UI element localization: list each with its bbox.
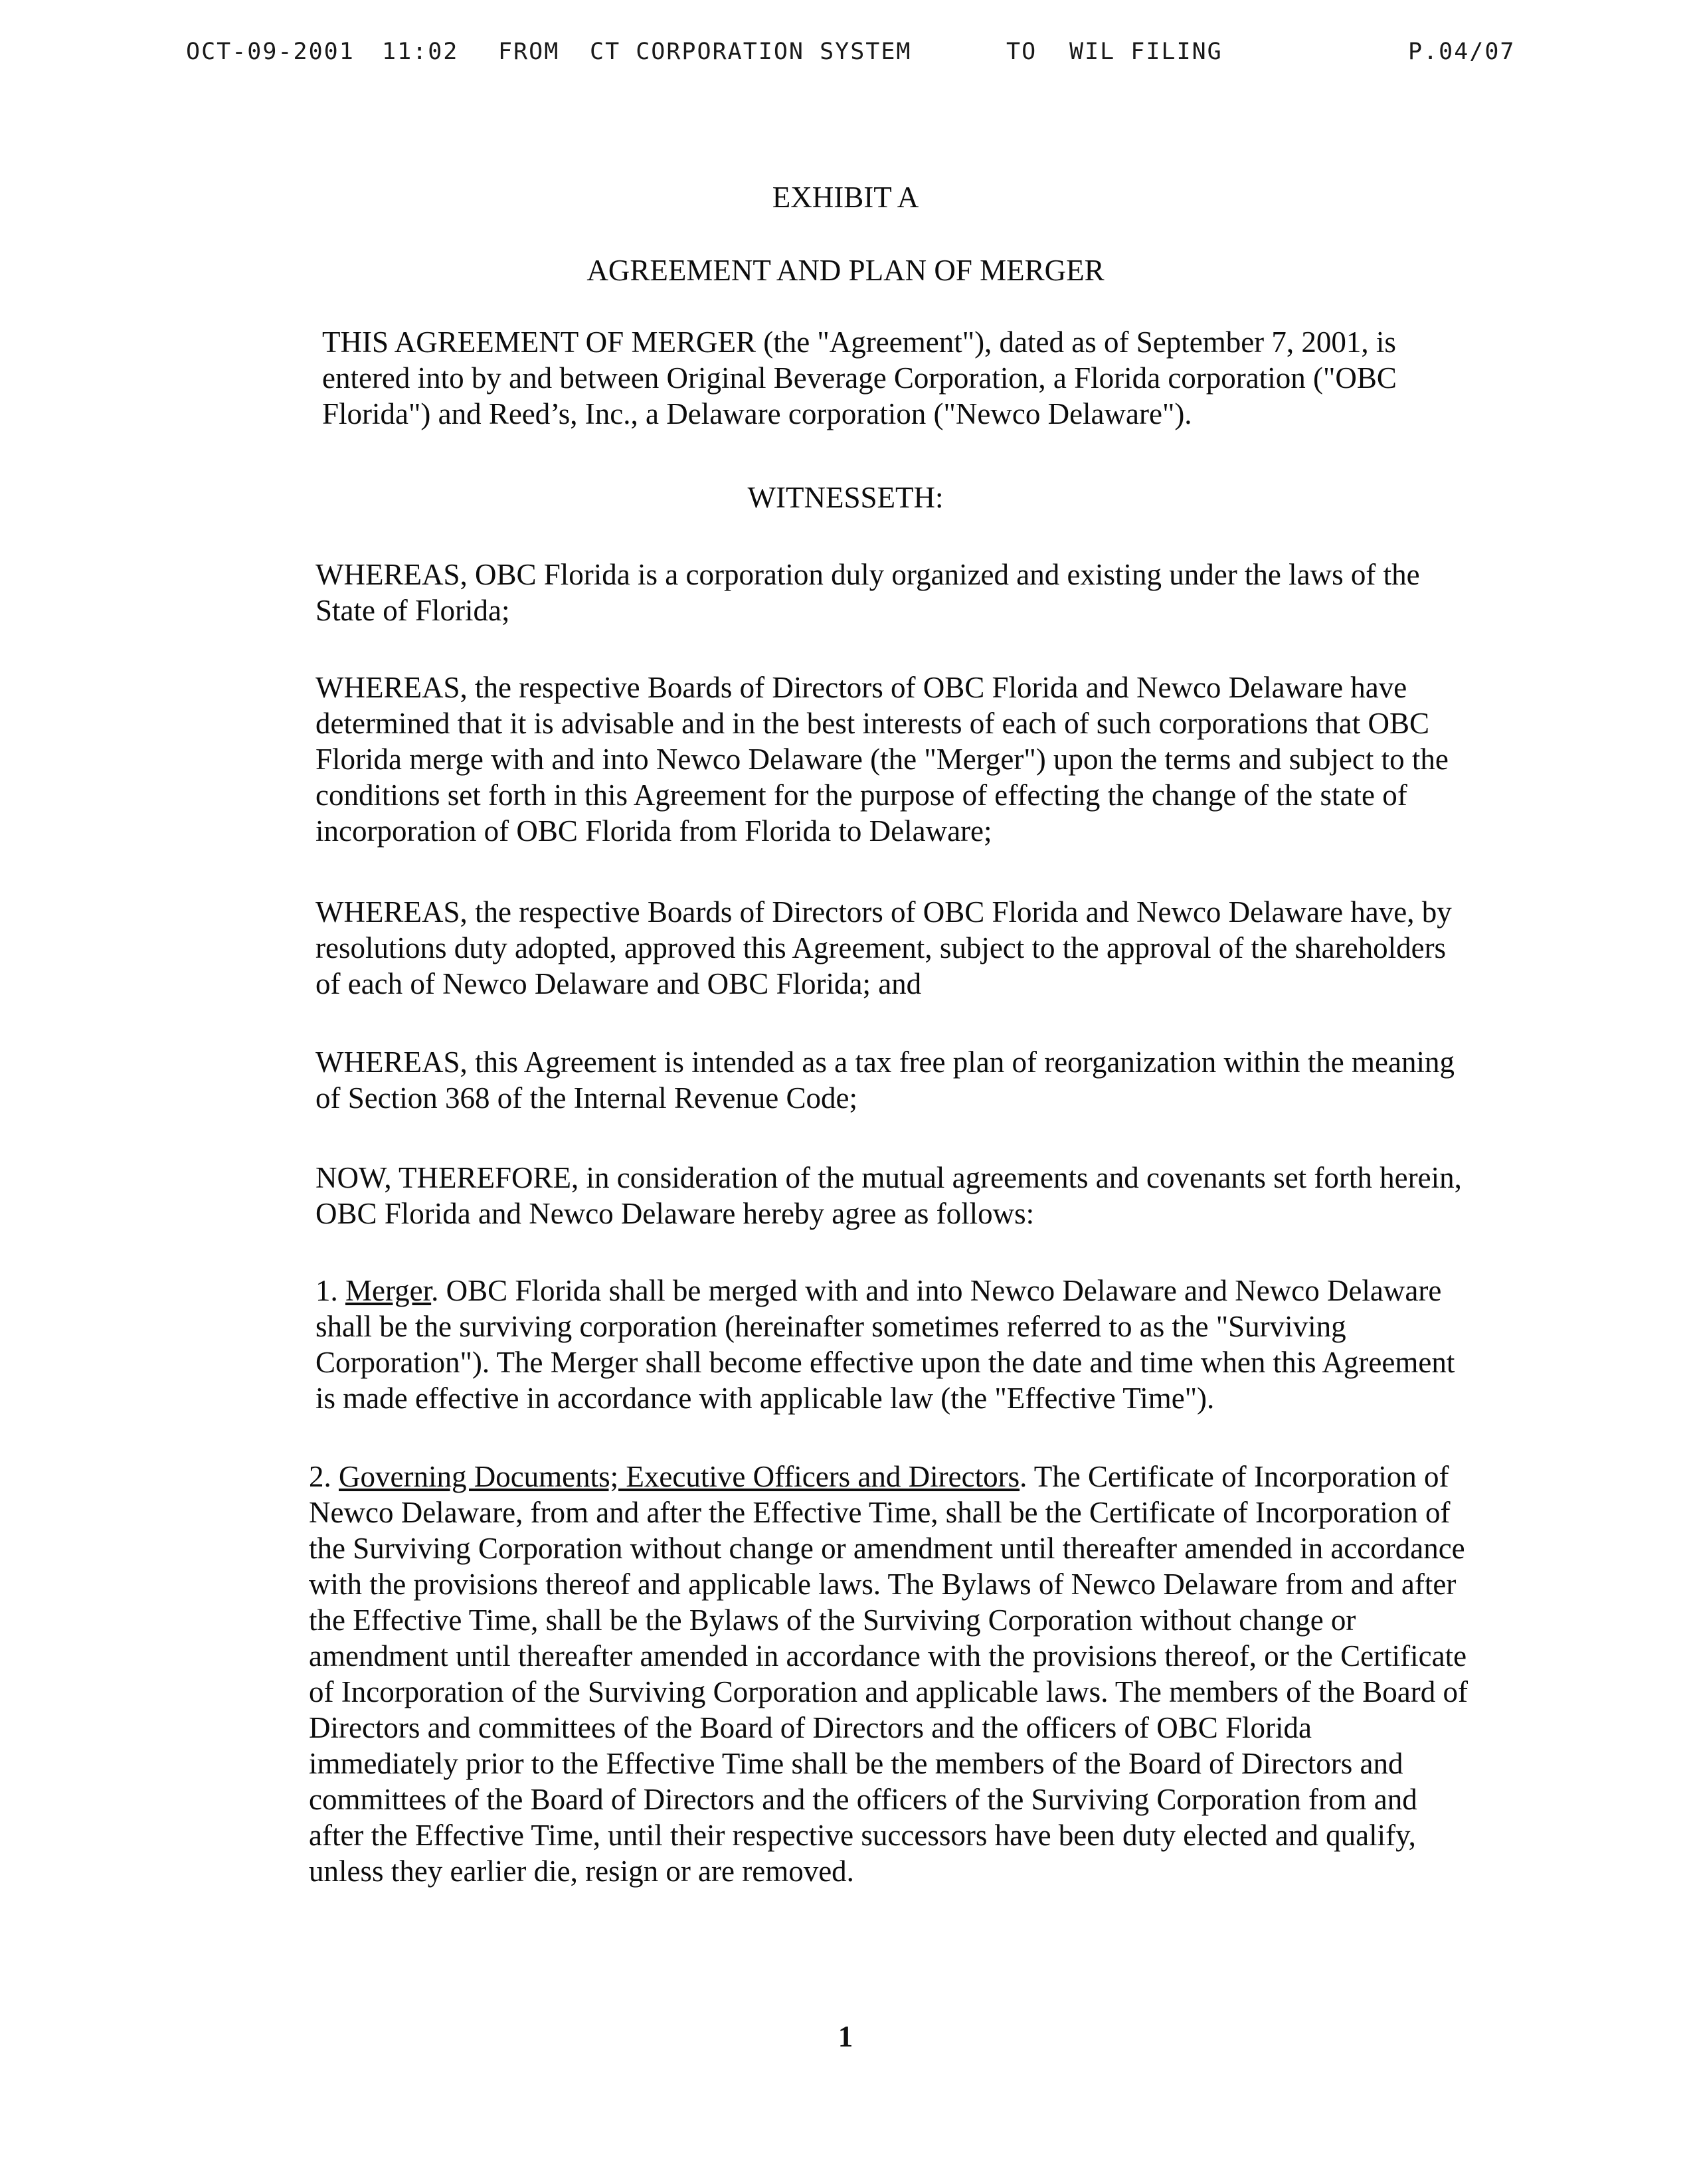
fax-sender: CT CORPORATION SYSTEM bbox=[590, 39, 912, 65]
fax-transmission-header bbox=[0, 39, 1691, 78]
section-2-text bbox=[213, 1459, 1468, 1889]
fax-recipient: WIL FILING bbox=[1069, 39, 1223, 65]
section-1-number: 1. bbox=[315, 1274, 338, 1307]
document-title: AGREEMENT AND PLAN OF MERGER bbox=[586, 254, 1105, 287]
fax-page-count: P.04/07 bbox=[1408, 39, 1516, 65]
witnesseth-heading: WITNESSETH: bbox=[747, 481, 944, 514]
fax-date: OCT-09-2001 bbox=[186, 39, 355, 65]
fax-time: 11:02 bbox=[382, 39, 459, 65]
section-1-body: . OBC Florida shall be merged with and into Newco Delaware and Newco Delaware shall be the surviving corporation (hereinafter sometimes referred to as the "Surviving Corporation"). The Merger shall become effective upon the date and time when this Agreement is made effective in accordance with applicable law (the "Effective Time"). bbox=[315, 1274, 1455, 1415]
whereas-paragraph-1 bbox=[219, 557, 1468, 628]
whereas-text-1: WHEREAS, OBC Florida is a corporation duly organized and existing under the laws of the State of Florida; bbox=[315, 558, 1420, 627]
section-1-heading: Merger bbox=[345, 1274, 432, 1307]
section-2-body: . The Certificate of Incorporation of Newco Delaware, from and after the Effective Time, shall be the Certificate of Incorporation of the Surviving Corporation without change or amendment until thereafter amended in accordance with the provisions thereof and applicable laws. The Bylaws of Newco Delaware from and after the Effective Time, shall be the Bylaws of the Surviving Corporation without change or amendment until thereafter amended in accordance with the provisions thereof, or the Certificate of Incorporation of the Surviving Corporation and applicable laws. The members of the Board of Directors and committees of the Board of Directors and the officers of OBC Florida immediately prior to the Effective Time shall be the members of the Board of Directors and committees of the Board of Directors and the officers of the Surviving Corporation from and after the Effective Time, until their respective successors have been duty elected and qualify, unless they earlier die, resign or are removed. bbox=[309, 1460, 1468, 1888]
fax-from-label: FROM bbox=[498, 39, 560, 65]
whereas-text-3: WHEREAS, the respective Boards of Directors of OBC Florida and Newco Delaware have, by resolutions duty adopted, approved this Agreement, subject to the approval of the shareholders of each of Newco Delaware and OBC Florida; and bbox=[315, 895, 1452, 1000]
intro-text: THIS AGREEMENT OF MERGER (the "Agreement"), dated as of September 7, 2001, is entered into by and between Original Beverage Corporation, a Florida corporation ("OBC Florida") and Reed’s, Inc., a Delaware corporation ("Newco Delaware"). bbox=[322, 325, 1397, 430]
whereas-paragraph-4 bbox=[219, 1044, 1468, 1116]
section-1-text bbox=[219, 1273, 1468, 1416]
whereas-text-2: WHEREAS, the respective Boards of Directors of OBC Florida and Newco Delaware have determined that it is advisable and in the best interests of each of such corporations that OBC Florida merge with and into Newco Delaware (the "Merger") upon the terms and subject to the conditions set forth in this Agreement for the purpose of effecting the change of the state of incorporation of OBC Florida from Florida to Delaware; bbox=[315, 671, 1449, 848]
whereas-text-4: WHEREAS, this Agreement is intended as a tax free plan of reorganization within the meaning of Section 368 of the Internal Revenue Code; bbox=[315, 1046, 1455, 1115]
intro-paragraph bbox=[226, 324, 1474, 432]
whereas-paragraph-2 bbox=[219, 670, 1468, 849]
exhibit-heading: EXHIBIT A bbox=[772, 181, 919, 214]
fax-to-label: TO bbox=[1006, 39, 1037, 65]
whereas-paragraph-3 bbox=[219, 894, 1468, 1002]
page-number: 1 bbox=[838, 2020, 853, 2053]
section-2-governing-documents bbox=[213, 1459, 1468, 1889]
now-therefore-paragraph bbox=[219, 1160, 1468, 1231]
section-2-heading: Governing Documents; Executive Officers and Directors bbox=[339, 1460, 1020, 1493]
section-2-number: 2. bbox=[309, 1460, 331, 1493]
section-1-merger bbox=[219, 1273, 1468, 1416]
now-therefore-text: NOW, THEREFORE, in consideration of the mutual agreements and covenants set forth herein, OBC Florida and Newco Delaware hereby agree as follows: bbox=[315, 1161, 1462, 1230]
